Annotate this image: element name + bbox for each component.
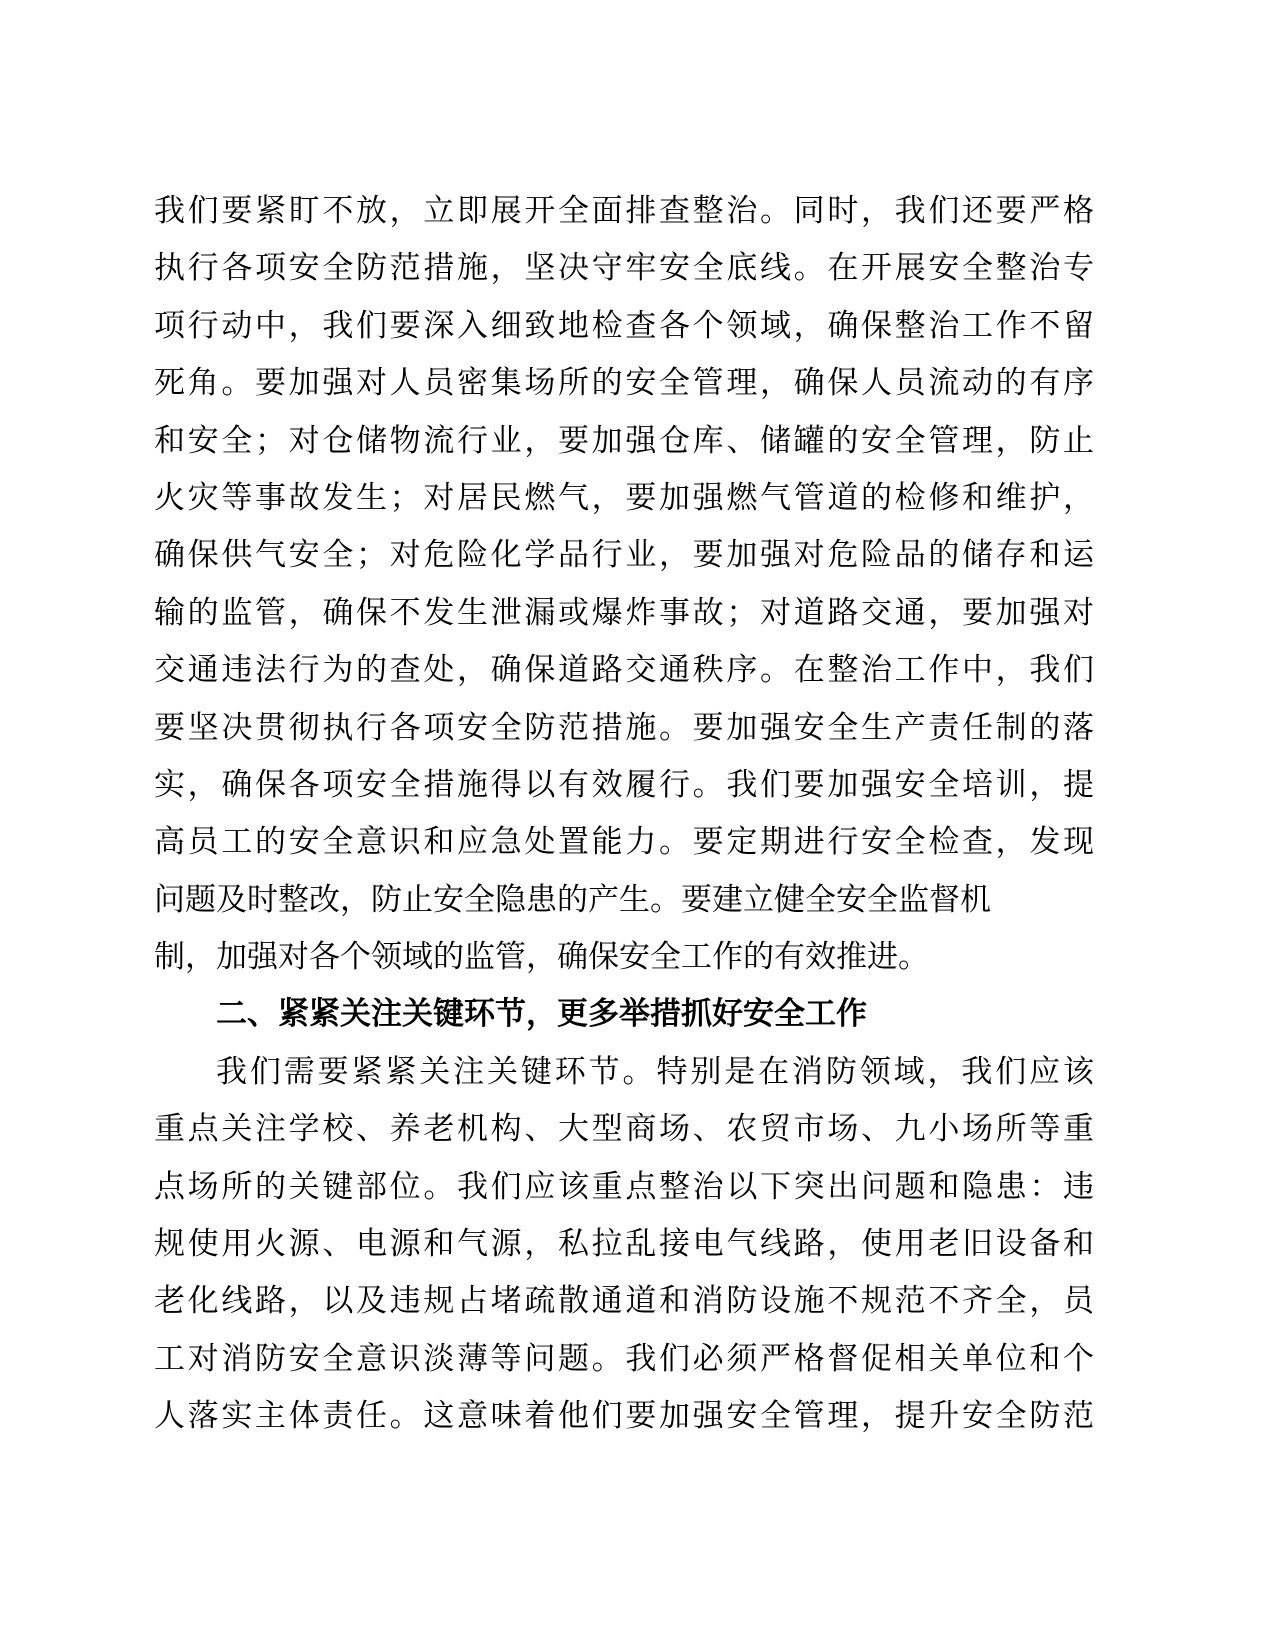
paragraph-line: 交通违法行为的查处，确保道路交通秩序。在整治工作中，我们: [154, 652, 1094, 689]
document-body: [154, 183, 1094, 1446]
paragraph-line: 老化线路，以及违规占堵疏散通道和消防设施不规范不齐全，员: [154, 1283, 1094, 1320]
paragraph-line: 死角。要加强对人员密集场所的安全管理，确保人员流动的有序: [154, 365, 1094, 402]
paragraph-line: 火灾等事故发生；对居民燃气，要加强燃气管道的检修和维护，: [154, 479, 1094, 516]
paragraph-line: 规使用火源、电源和气源，私拉乱接电气线路，使用老旧设备和: [154, 1226, 1094, 1263]
paragraph-line: 制，加强对各个领域的监管，确保安全工作的有效推进。: [154, 939, 929, 976]
paragraph-line: 重点关注学校、养老机构、大型商场、农贸市场、九小场所等重: [154, 1111, 1094, 1148]
paragraph-line: 项行动中，我们要深入细致地检查各个领域，确保整治工作不留: [154, 307, 1094, 344]
paragraph-line: 工对消防安全意识淡薄等问题。我们必须严格督促相关单位和个: [154, 1340, 1094, 1377]
paragraph-line: 要坚决贯彻执行各项安全防范措施。要加强安全生产责任制的落: [154, 709, 1094, 746]
paragraph-line: 执行各项安全防范措施，坚决守牢安全底线。在开展安全整治专: [154, 250, 1094, 287]
paragraph-2: [154, 1044, 1094, 1446]
paragraph-line: 我们要紧盯不放，立即展开全面排查整治。同时，我们还要严格: [154, 193, 1094, 229]
paragraph-line: 高员工的安全意识和应急处置能力。要定期进行安全检查，发现: [154, 824, 1094, 861]
paragraph-1: [154, 183, 1094, 986]
paragraph-line: 和安全；对仓储物流行业，要加强仓库、储罐的安全管理，防止: [154, 422, 1094, 459]
paragraph-line: 问题及时整改，防止安全隐患的产生。要建立健全安全监督机: [154, 881, 991, 918]
paragraph-line: 输的监管，确保不发生泄漏或爆炸事故；对道路交通，要加强对: [154, 594, 1094, 631]
paragraph-line: 我们需要紧紧关注关键环节。特别是在消防领域，我们应该: [216, 1053, 1094, 1090]
paragraph-line: 实，确保各项安全措施得以有效履行。我们要加强安全培训，提: [154, 766, 1094, 803]
paragraph-line: 人落实主体责任。这意味着他们要加强安全管理，提升安全防范: [154, 1398, 1094, 1435]
section-heading: 二、紧紧关注关键环节，更多举措抓好安全工作: [216, 996, 867, 1033]
paragraph-line: 点场所的关键部位。我们应该重点整治以下突出问题和隐患：违: [154, 1168, 1094, 1205]
paragraph-line: 确保供气安全；对危险化学品行业，要加强对危险品的储存和运: [154, 537, 1094, 574]
